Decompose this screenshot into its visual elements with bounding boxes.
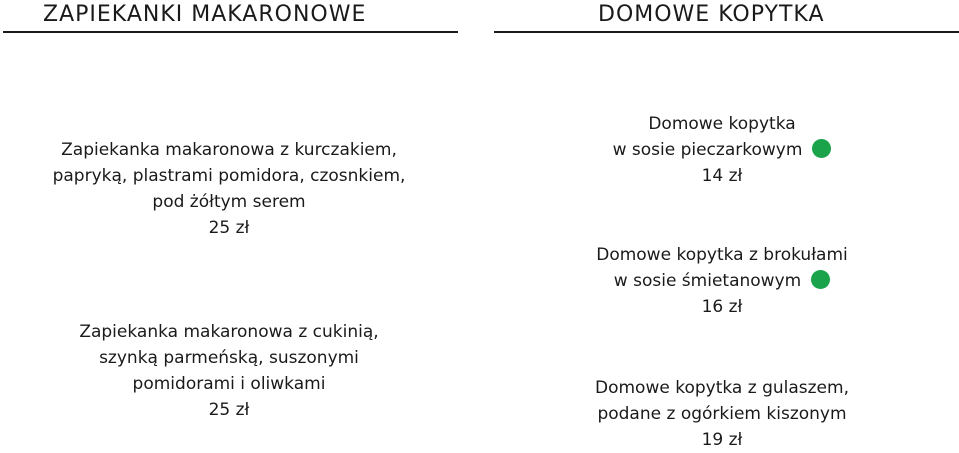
menu-item: [0, 137, 458, 241]
menu-item-line: papryką, plastrami pomidora, czosnkiem,: [52, 166, 406, 186]
heading-divider: [494, 31, 959, 33]
heading-divider: [3, 31, 458, 33]
menu-item-line: Domowe kopytka z brokułami: [596, 245, 848, 265]
menu-item: [494, 375, 950, 453]
menu-item-line: Zapiekanka makaronowa z cukinią,: [79, 322, 379, 342]
section-heading: DOMOWE KOPYTKA: [598, 2, 825, 27]
menu-item-price: 14 zł: [701, 166, 743, 186]
vegetarian-dot-icon: [811, 270, 830, 289]
menu-item-line-with-marker: [494, 268, 950, 294]
menu-item-line: pomidorami i oliwkami: [132, 374, 326, 394]
menu-item-line: Zapiekanka makaronowa z kurczakiem,: [61, 140, 397, 160]
menu-item: [0, 319, 458, 423]
vegetarian-dot-icon: [812, 139, 831, 158]
menu-item: [494, 242, 950, 320]
menu-item-line: Domowe kopytka z gulaszem,: [595, 378, 849, 398]
menu-item-line-text: w sosie pieczarkowym: [612, 140, 803, 160]
menu-item-price: 25 zł: [208, 218, 250, 238]
menu-item-line: Domowe kopytka: [648, 114, 796, 134]
menu-item-line-with-marker: [494, 137, 950, 163]
section-heading: ZAPIEKANKI MAKARONOWE: [43, 2, 367, 27]
menu-item-price: 16 zł: [701, 297, 743, 317]
menu-item-line: podane z ogórkiem kiszonym: [597, 404, 847, 424]
menu-item-price: 19 zł: [701, 430, 743, 450]
menu-item-line-text: w sosie śmietanowym: [613, 271, 802, 291]
menu-item-price: 25 zł: [208, 400, 250, 420]
menu-item-line: szynką parmeńską, suszonymi: [99, 348, 359, 368]
menu-item-line: pod żółtym serem: [152, 192, 306, 212]
menu-item: [494, 111, 950, 189]
